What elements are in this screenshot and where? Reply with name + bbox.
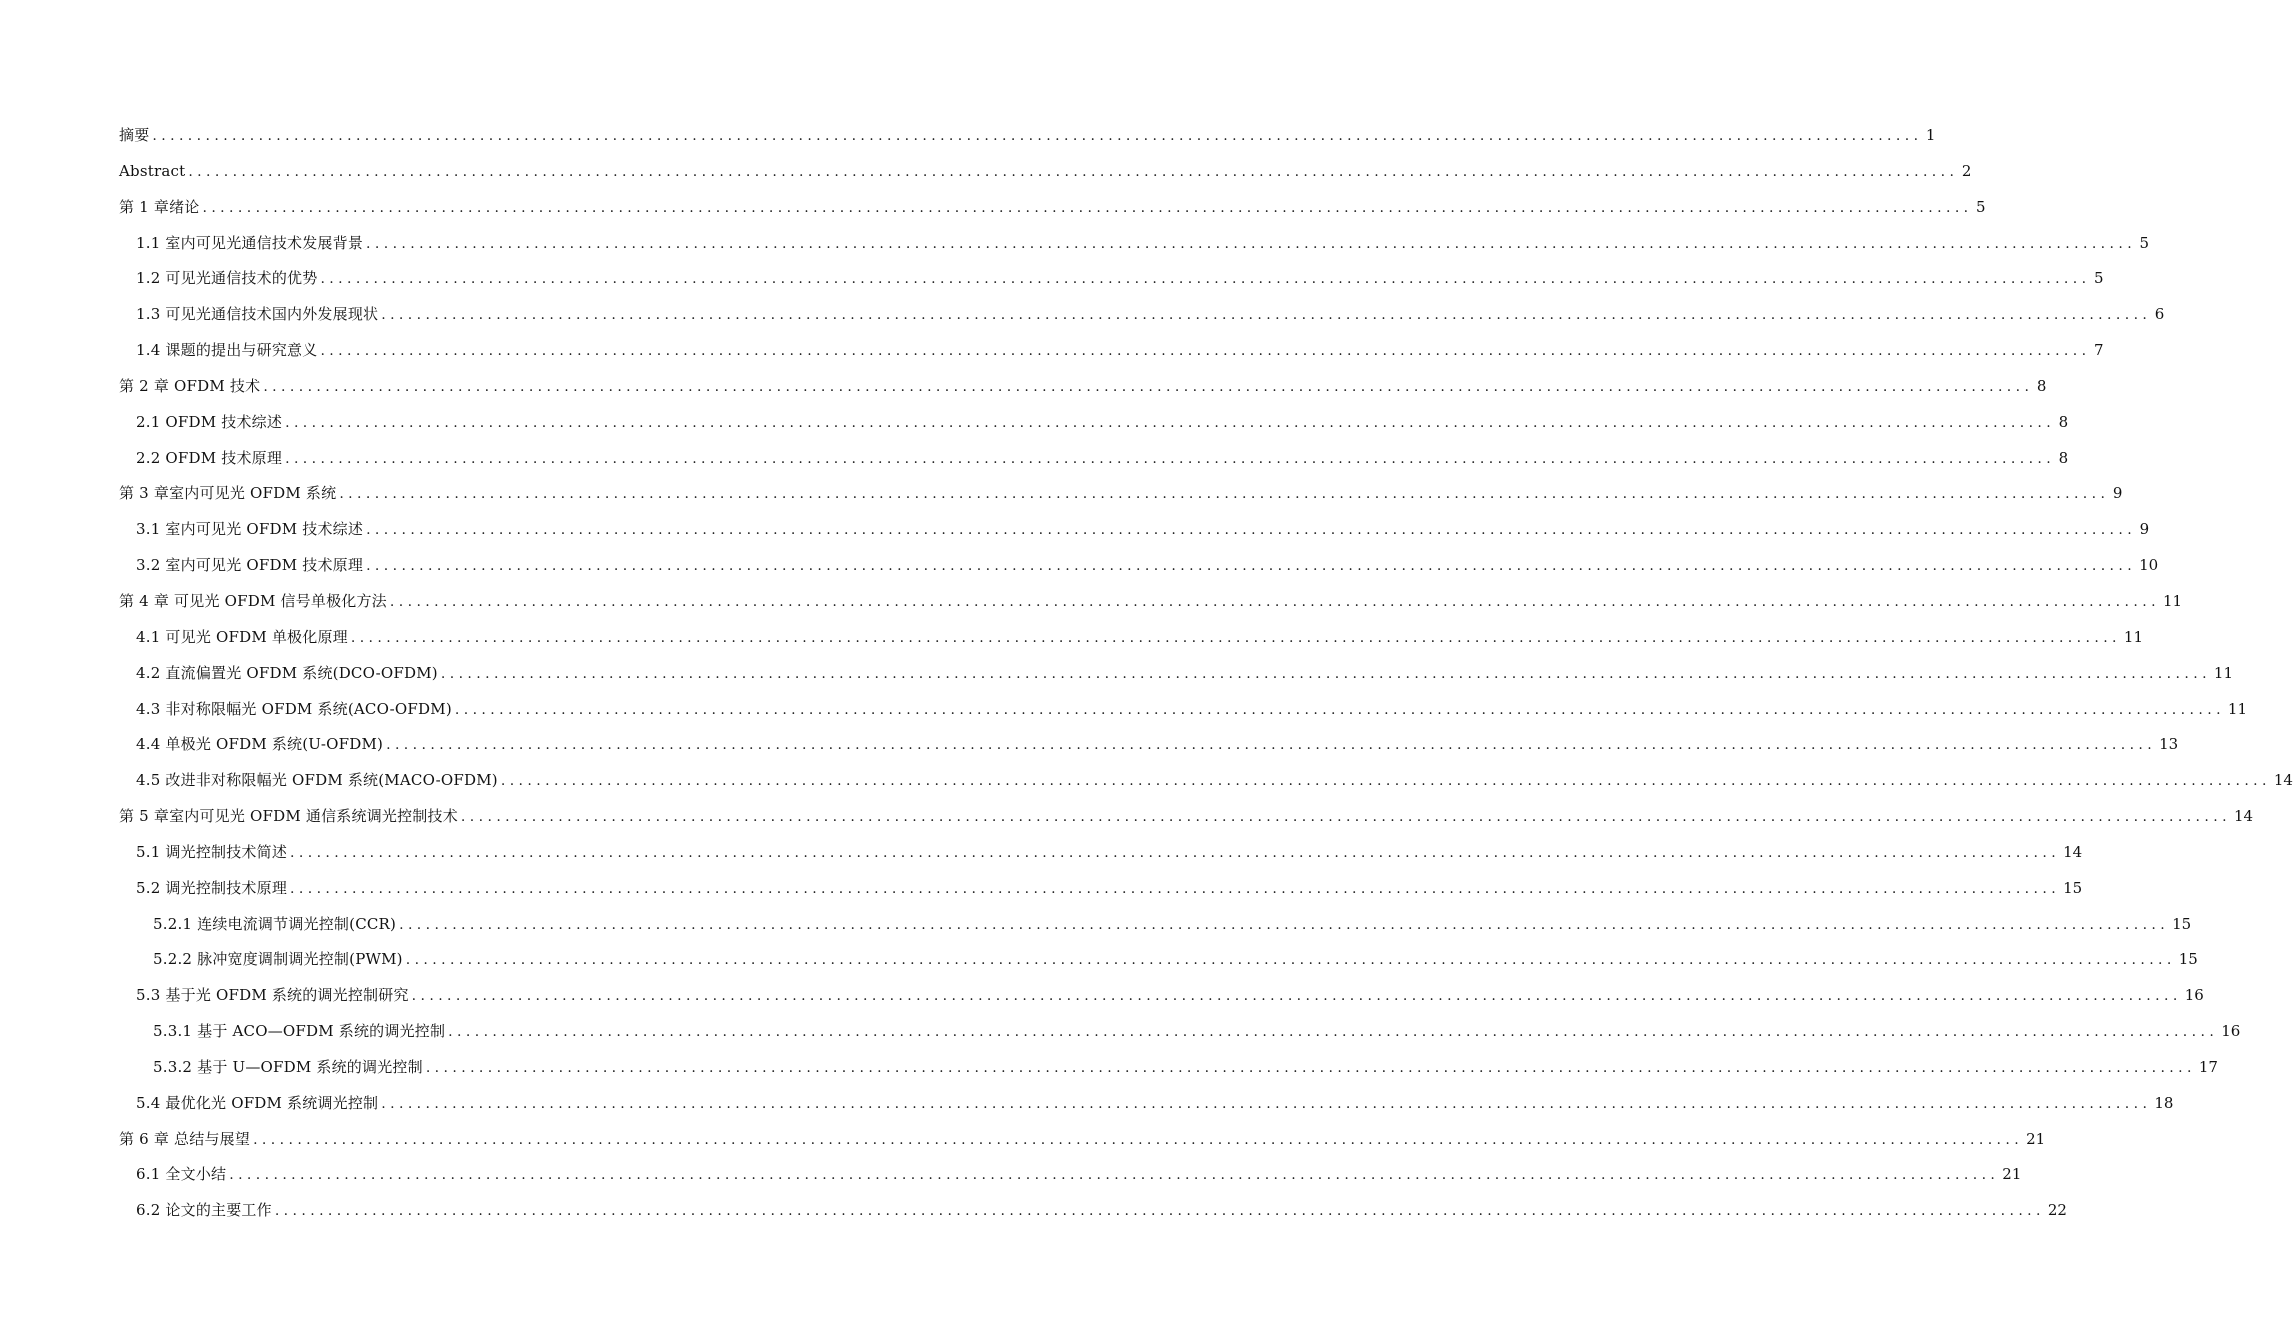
toc-page-number: 15 [2172,914,2192,933]
toc-entry[interactable] [119,1122,2046,1158]
toc-entry-title: 第 1 章绪论 [119,197,200,216]
toc-entry[interactable] [119,476,2123,512]
toc-page-number: 10 [2139,556,2159,575]
toc-entry-title: 1.4 课题的提出与研究意义 [136,341,318,360]
toc-entry[interactable] [119,1014,2241,1050]
toc-entry[interactable] [119,548,2159,584]
toc-page-number: 16 [2221,1022,2241,1041]
toc-dot-leader: ........................................................................................................................................................................................................ [500,773,2271,790]
toc-page-number: 21 [2026,1129,2046,1148]
toc-page-number: 9 [2112,484,2123,503]
toc-dot-leader: ........................................................................................................................................................................................................ [425,1059,2196,1076]
toc-dot-leader: ........................................................................................................................................................................................................ [290,880,2061,897]
toc-page-number: 16 [2184,986,2204,1005]
toc-entry-title: 第 3 章室内可见光 OFDM 系统 [119,484,337,503]
toc-entry[interactable] [119,942,2198,978]
toc-entry-title: 第 6 章 总结与展望 [119,1129,251,1148]
table-of-contents [119,118,2293,1229]
toc-dot-leader: ........................................................................................................................................................................................................ [229,1167,2000,1184]
toc-entry[interactable] [119,584,2183,620]
toc-entry-title: 第 4 章 可见光 OFDM 信号单极化方法 [119,591,387,610]
toc-entry[interactable] [119,1157,2022,1193]
toc-dot-leader: ........................................................................................................................................................................................................ [274,1203,2045,1220]
toc-page-number: 13 [2159,735,2179,754]
toc-page-number: 1 [1925,126,1936,144]
toc-entry[interactable] [119,871,2083,907]
toc-page-number: 17 [2198,1057,2218,1076]
toc-entry-title: 1.3 可见光通信技术国内外发展现状 [136,305,379,324]
toc-dot-leader: ........................................................................................................................................................................................................ [448,1024,2219,1041]
toc-entry[interactable] [119,907,2192,943]
toc-entry[interactable] [119,190,1986,226]
toc-dot-leader: ........................................................................................................................................................................................................ [320,271,2091,288]
toc-page-number: 9 [2139,520,2150,539]
toc-entry-title: 摘要 [119,126,150,144]
toc-dot-leader: ........................................................................................................................................................................................................ [381,307,2152,324]
toc-dot-leader: ........................................................................................................................................................................................................ [411,988,2182,1005]
toc-entry-title: 5.3.2 基于 U—OFDM 系统的调光控制 [153,1057,423,1076]
toc-dot-leader: ........................................................................................................................................................................................................ [440,665,2211,682]
toc-dot-leader: ........................................................................................................................................................................................................ [454,701,2225,718]
toc-entry[interactable] [119,692,2248,728]
toc-entry-title: 4.3 非对称限幅光 OFDM 系统(ACO-OFDM) [136,699,452,718]
toc-entry-title: 4.2 直流偏置光 OFDM 系统(DCO-OFDM) [136,663,438,682]
toc-entry-title: 2.1 OFDM 技术综述 [136,412,283,431]
toc-entry[interactable] [119,978,2204,1014]
toc-entry[interactable] [119,1086,2174,1122]
toc-entry-title: 5.2 调光控制技术原理 [136,878,288,897]
toc-entry-title: 4.5 改进非对称限幅光 OFDM 系统(MACO-OFDM) [136,771,498,790]
toc-entry-title: 5.3.1 基于 ACO—OFDM 系统的调光控制 [153,1022,446,1041]
toc-dot-leader: ........................................................................................................................................................................................................ [253,1131,2024,1148]
toc-dot-leader: ........................................................................................................................................................................................................ [320,343,2091,360]
toc-entry-title: 5.2.2 脉冲宽度调制调光控制(PWM) [153,950,403,969]
toc-entry[interactable] [119,727,2179,763]
toc-dot-leader: ........................................................................................................................................................................................................ [366,558,2137,575]
toc-dot-leader: ........................................................................................................................................................................................................ [188,163,1959,180]
toc-dot-leader: ........................................................................................................................................................................................................ [460,809,2231,826]
toc-entry[interactable] [119,763,2293,799]
toc-entry[interactable] [119,620,2143,656]
toc-entry-title: 4.1 可见光 OFDM 单极化原理 [136,627,348,646]
toc-entry-title: 2.2 OFDM 技术原理 [136,448,283,467]
toc-page-number: 6 [2154,305,2165,324]
toc-dot-leader: ........................................................................................................................................................................................................ [285,450,2056,467]
toc-entry[interactable] [119,118,1936,154]
toc-entry[interactable] [119,297,2165,333]
toc-page-number: 18 [2154,1093,2174,1112]
toc-dot-leader: ........................................................................................................................................................................................................ [366,522,2137,539]
toc-entry-title: 1.1 室内可见光通信技术发展背景 [136,233,364,252]
toc-dot-leader: ........................................................................................................................................................................................................ [152,128,1923,144]
toc-page-number: 21 [2002,1165,2022,1184]
toc-entry-title: 5.3 基于光 OFDM 系统的调光控制研究 [136,986,409,1005]
toc-entry[interactable] [119,405,2069,441]
toc-page-number: 11 [2213,663,2234,682]
toc-entry-title: 4.4 单极光 OFDM 系统(U-OFDM) [136,735,384,754]
toc-page-number: 15 [2063,878,2083,897]
toc-dot-leader: ........................................................................................................................................................................................................ [399,916,2170,933]
toc-page-number: 5 [1975,197,1986,216]
toc-entry-title: Abstract [119,161,186,180]
toc-page-number: 11 [2227,699,2248,718]
toc-entry-title: 5.4 最优化光 OFDM 系统调光控制 [136,1093,379,1112]
toc-entry[interactable] [119,154,1972,190]
toc-page-number: 11 [2123,627,2143,646]
toc-dot-leader: ........................................................................................................................................................................................................ [389,593,2160,610]
toc-page-number: 2 [1961,161,1972,180]
toc-entry-title: 第 2 章 OFDM 技术 [119,376,261,395]
toc-entry[interactable] [119,369,2047,405]
toc-entry[interactable] [119,835,2083,871]
toc-page-number: 22 [2047,1201,2067,1220]
toc-entry[interactable] [119,1193,2067,1229]
toc-page-number: 14 [2233,807,2254,826]
toc-dot-leader: ........................................................................................................................................................................................................ [350,629,2121,646]
toc-entry[interactable] [119,261,2104,297]
toc-page-number: 7 [2093,341,2104,360]
toc-entry[interactable] [119,656,2234,692]
toc-entry[interactable] [119,333,2104,369]
toc-dot-leader: ........................................................................................................................................................................................................ [366,235,2137,252]
toc-entry-title: 第 5 章室内可见光 OFDM 通信系统调光控制技术 [119,807,458,826]
toc-entry[interactable] [119,226,2150,262]
toc-dot-leader: ........................................................................................................................................................................................................ [381,1095,2152,1112]
toc-page-number: 11 [2162,591,2183,610]
toc-entry-title: 5.2.1 连续电流调节调光控制(CCR) [153,914,397,933]
toc-entry[interactable] [119,512,2150,548]
toc-entry-title: 6.2 论文的主要工作 [136,1201,272,1220]
toc-entry[interactable] [119,1050,2218,1086]
toc-dot-leader: ........................................................................................................................................................................................................ [202,199,1973,216]
toc-entry-title: 3.1 室内可见光 OFDM 技术综述 [136,520,364,539]
toc-page-number: 5 [2139,233,2150,252]
toc-dot-leader: ........................................................................................................................................................................................................ [290,844,2061,861]
toc-page-number: 14 [2273,771,2293,790]
toc-page-number: 8 [2058,412,2069,431]
toc-page-number: 8 [2058,448,2069,467]
toc-dot-leader: ........................................................................................................................................................................................................ [405,952,2176,969]
toc-entry-title: 3.2 室内可见光 OFDM 技术原理 [136,556,364,575]
toc-entry-title: 1.2 可见光通信技术的优势 [136,269,318,288]
toc-entry-title: 5.1 调光控制技术简述 [136,842,288,861]
toc-page-number: 8 [2036,376,2047,395]
toc-entry-title: 6.1 全文小结 [136,1165,227,1184]
toc-dot-leader: ........................................................................................................................................................................................................ [339,486,2110,503]
toc-page-number: 14 [2063,842,2083,861]
toc-entry[interactable] [119,441,2069,477]
toc-dot-leader: ........................................................................................................................................................................................................ [285,414,2056,431]
toc-dot-leader: ........................................................................................................................................................................................................ [386,737,2157,754]
toc-page-number: 5 [2093,269,2104,288]
toc-dot-leader: ........................................................................................................................................................................................................ [263,378,2034,395]
toc-entry[interactable] [119,799,2254,835]
toc-page-number: 15 [2178,950,2198,969]
